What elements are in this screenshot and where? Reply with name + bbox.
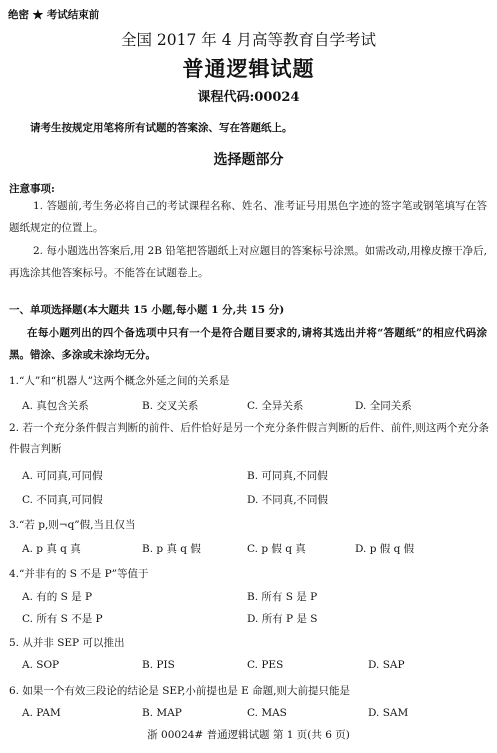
option: A. p 真 q 真 xyxy=(22,543,81,555)
option: D. 全同关系 xyxy=(355,400,412,412)
option: B. PIS xyxy=(142,659,175,671)
option: C. 不同真,可同假 xyxy=(22,494,103,506)
option: A. 可同真,可同假 xyxy=(22,470,103,482)
question-stem: 3.“若 p,则¬q”假,当且仅当 xyxy=(9,519,136,531)
page-footer: 浙 00024# 普通逻辑试题 第 1 页(共 6 页) xyxy=(147,729,350,741)
part-description: 在每小题列出的四个备选项中只有一个是符合题目要求的,请将其选出并将“答题纸”的相应代码涂黑。错涂、多涂或未涂均无分。 xyxy=(9,327,487,361)
section-title: 选择题部分 xyxy=(213,152,284,168)
answer-instruction: 请考生按规定用笔将所有试题的答案涂、写在答题纸上。 xyxy=(30,122,293,134)
option: C. 全异关系 xyxy=(247,400,304,412)
question-stem: 4.“并非有的 S 不是 P”等值于 xyxy=(9,568,149,580)
question-stem: 2. 若一个充分条件假言判断的前件、后件恰好是另一个充分条件假言判断的后件、前件,则这两个充分条件假言判断 xyxy=(9,422,489,455)
subject-title: 普通逻辑试题 xyxy=(182,56,315,81)
option: A. 有的 S 是 P xyxy=(22,591,93,603)
course-code: 课程代码:00024 xyxy=(197,90,300,105)
exam-title: 全国 2017 年 4 月高等教育自学考试 xyxy=(120,31,377,49)
option: D. SAM xyxy=(368,707,409,719)
option: A. 真包含关系 xyxy=(22,400,89,412)
notes-heading: 注意事项: xyxy=(9,183,55,195)
option: B. 可同真,不同假 xyxy=(247,470,328,482)
question-stem: 5. 从并非 SEP 可以推出 xyxy=(9,637,125,649)
option: B. 交叉关系 xyxy=(142,400,199,412)
option: D. 不同真,不同假 xyxy=(247,494,329,506)
option: A. PAM xyxy=(22,707,61,719)
option: A. SOP xyxy=(22,659,60,671)
option: D. p 假 q 假 xyxy=(355,543,415,555)
question-stem: 1.“人”和“机器人”这两个概念外延之间的关系是 xyxy=(9,375,230,387)
question-stem: 6. 如果一个有效三段论的结论是 SEP,小前提也是 E 命题,则大前提只能是 xyxy=(9,685,351,697)
option: C. 所有 S 不是 P xyxy=(22,613,103,625)
note-item: 1. 答题前,考生务必将自己的考试课程名称、姓名、准考证号用黑色字迹的签字笔或钢笔填写在答题纸规定的位置上。 xyxy=(9,200,487,234)
option: B. 所有 S 是 P xyxy=(247,591,318,603)
option: D. 所有 P 是 S xyxy=(247,613,318,625)
option: C. p 假 q 真 xyxy=(247,543,306,555)
option: D. SAP xyxy=(368,659,405,671)
option: B. MAP xyxy=(142,707,182,719)
confidential-note: 绝密 ★ 考试结束前 xyxy=(8,9,100,21)
part-heading: 一、单项选择题(本大题共 15 小题,每小题 1 分,共 15 分) xyxy=(9,304,285,316)
option: C. PES xyxy=(247,659,284,671)
option: C. MAS xyxy=(247,707,287,719)
option: B. p 真 q 假 xyxy=(142,543,201,555)
note-item: 2. 每小题选出答案后,用 2B 铅笔把答题纸上对应题目的答案标号涂黑。如需改动,用橡皮擦干净后,再选涂其他答案标号。不能答在试题卷上。 xyxy=(9,245,487,279)
